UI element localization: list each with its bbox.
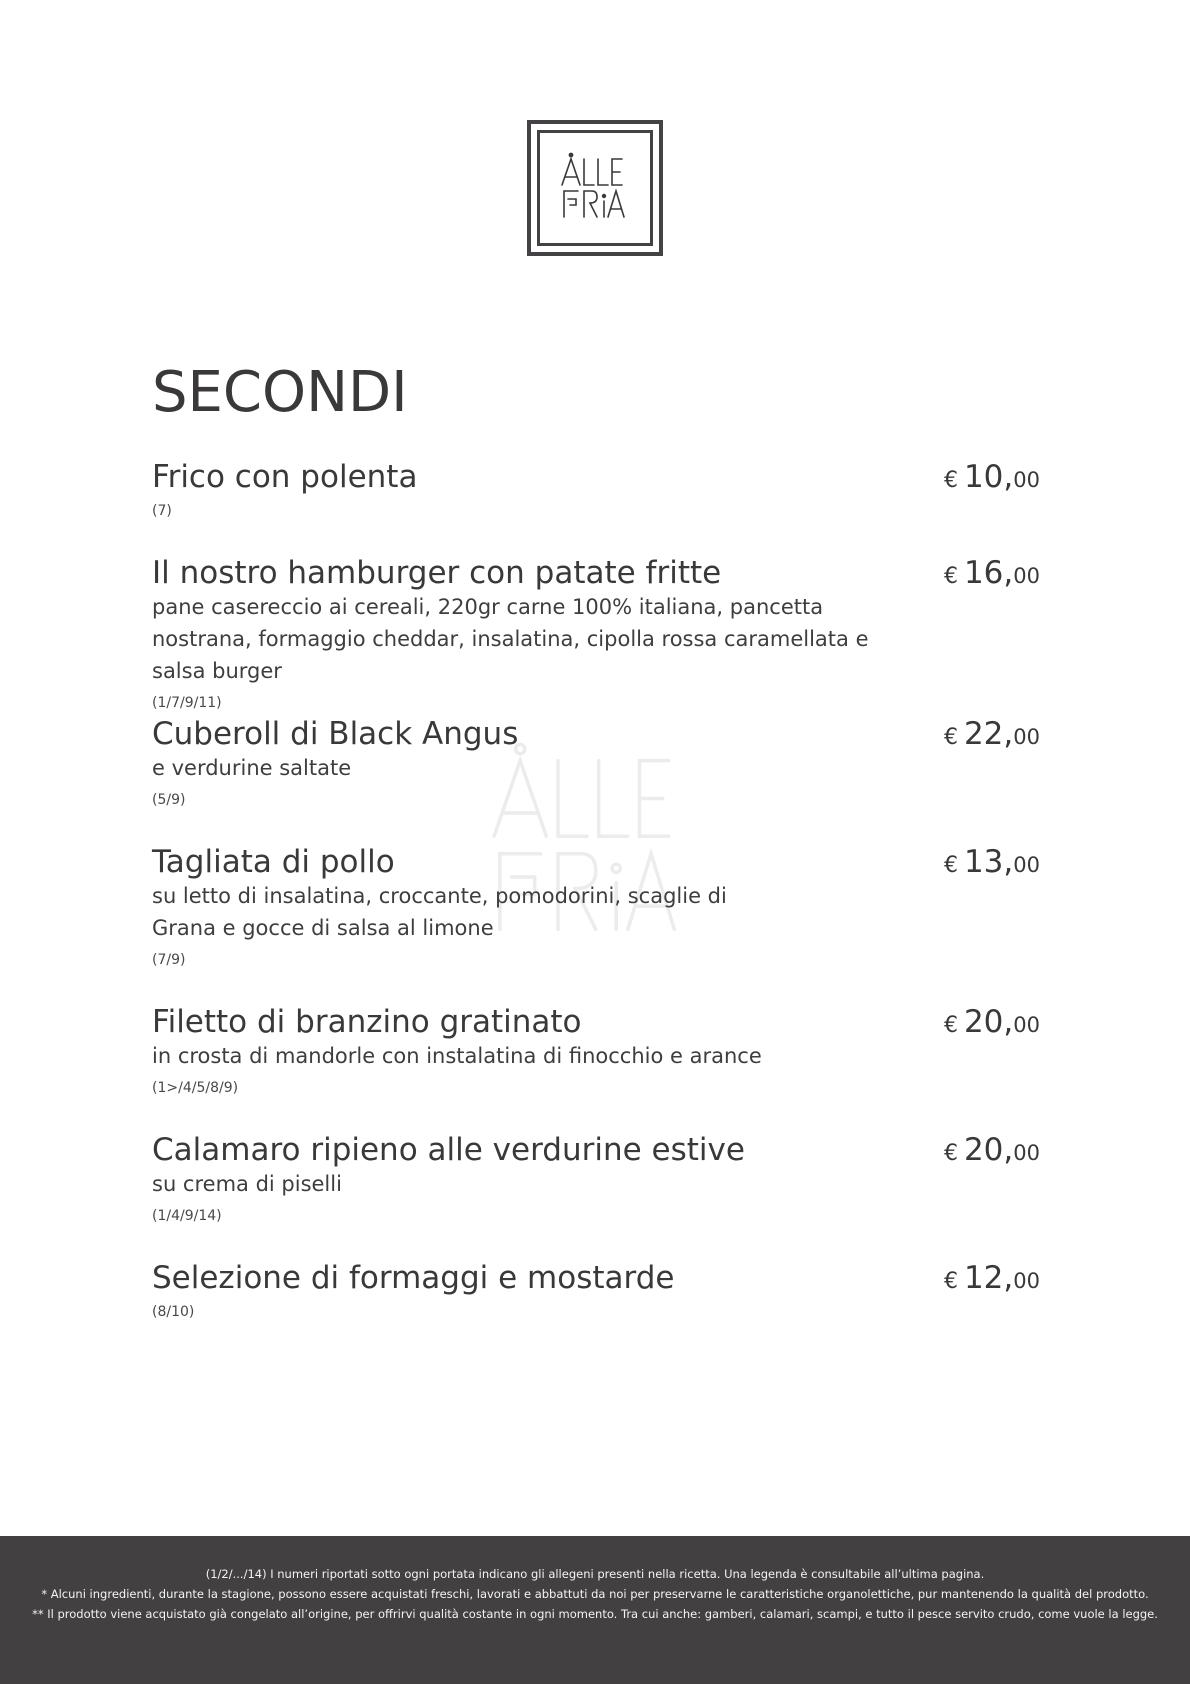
menu-item	[152, 714, 1040, 810]
price-decimal: 00	[1013, 1269, 1040, 1293]
footer-allergen-note: (1/2/.../14) I numeri riportati sotto ogni portata indicano gli allegeni presenti nella ricetta. Una legenda è consultabile all’ultima pagina.	[205, 1567, 985, 1581]
price-integer: 13,	[963, 844, 1014, 880]
price-currency: €	[943, 1013, 958, 1038]
menu-item-allergens: (7/9)	[152, 952, 186, 968]
menu-item-name: Calamaro ripieno alle verdurine estive	[152, 1132, 745, 1168]
menu-item-description: pane casereccio ai cereali, 220gr carne 100% italiana, pancetta nostrana, formaggio cheddar, insalatina, cipolla rossa caramellata e salsa burger	[152, 595, 869, 683]
menu-item-description: e verdurine saltate	[152, 756, 352, 780]
price-decimal: 00	[1013, 1013, 1040, 1037]
brand-logo-lettering	[540, 133, 650, 243]
footer-fresh-note: * Alcuni ingredienti, durante la stagione, possono essere acquistati freschi, lavorati e abbattuti da noi per preservarne le caratteristiche organolettiche, pur mantenendo la qualità del prodotto.	[41, 1587, 1149, 1601]
menu-item-price	[944, 459, 1040, 495]
price-integer: 22,	[963, 716, 1014, 752]
price-currency: €	[943, 1141, 958, 1166]
menu-item-description: su letto di insalatina, croccante, pomodorini, scaglie di Grana e gocce di salsa al limone	[152, 884, 727, 940]
menu-item-description: in crosta di mandorle con instalatina di finocchio e arance	[152, 1044, 762, 1068]
price-currency: €	[943, 1269, 958, 1294]
section-title: SECONDI	[152, 360, 408, 425]
menu-item-name: Selezione di formaggi e mostarde	[152, 1260, 675, 1296]
footer-lines	[0, 1564, 1190, 1624]
price-integer: 20,	[963, 1004, 1014, 1040]
menu-item	[152, 1002, 1040, 1098]
price-decimal: 00	[1013, 853, 1040, 877]
menu-item	[152, 1130, 1040, 1226]
price-currency: €	[943, 853, 958, 878]
menu-item-description: su crema di piselli	[152, 1172, 342, 1196]
menu-item-allergens: (7)	[152, 503, 172, 519]
menu-item-name: Il nostro hamburger con patate fritte	[152, 555, 722, 591]
menu-item-name: Frico con polenta	[152, 459, 418, 495]
price-integer: 16,	[963, 555, 1014, 591]
price-decimal: 00	[1013, 564, 1040, 588]
footer-frozen-note: ** Il prodotto viene acquistato già congelato all’origine, per offrirvi qualità costante in ogni momento. Tra cui anche: gamberi, calamari, scampi, e tutto il pesce servito crudo, come vuole la legge.	[32, 1607, 1158, 1621]
price-decimal: 00	[1013, 725, 1040, 749]
menu-item-price	[944, 1132, 1040, 1168]
menu-item-price	[944, 1004, 1040, 1040]
menu-item-allergens: (1/7/9/11)	[152, 695, 222, 711]
price-decimal: 00	[1013, 468, 1040, 492]
menu-item-name: Cuberoll di Black Angus	[152, 716, 519, 752]
menu-item-allergens: (1/4/9/14)	[152, 1208, 222, 1224]
menu-item-name: Tagliata di pollo	[152, 844, 395, 880]
menu-item-price	[944, 1260, 1040, 1296]
footer-notes	[0, 1536, 1190, 1684]
menu-item-name: Filetto di branzino gratinato	[152, 1004, 582, 1040]
price-decimal: 00	[1013, 1141, 1040, 1165]
menu-item-allergens: (1>/4/5/8/9)	[152, 1080, 239, 1096]
menu-item	[152, 457, 1040, 521]
menu-item	[152, 842, 1040, 970]
price-integer: 20,	[963, 1132, 1014, 1168]
price-integer: 12,	[963, 1260, 1014, 1296]
brand-logo	[527, 120, 663, 256]
price-currency: €	[943, 725, 958, 750]
menu-item-allergens: (8/10)	[152, 1304, 195, 1320]
brand-logo-frame	[537, 130, 653, 246]
price-integer: 10,	[963, 459, 1014, 495]
price-currency: €	[943, 468, 958, 493]
menu-item-price	[944, 716, 1040, 752]
price-currency: €	[943, 564, 958, 589]
menu-item	[152, 553, 1040, 713]
menu-item-price	[944, 844, 1040, 880]
menu-item	[152, 1258, 1040, 1322]
menu-item-price	[944, 555, 1040, 591]
menu-item-allergens: (5/9)	[152, 792, 186, 808]
